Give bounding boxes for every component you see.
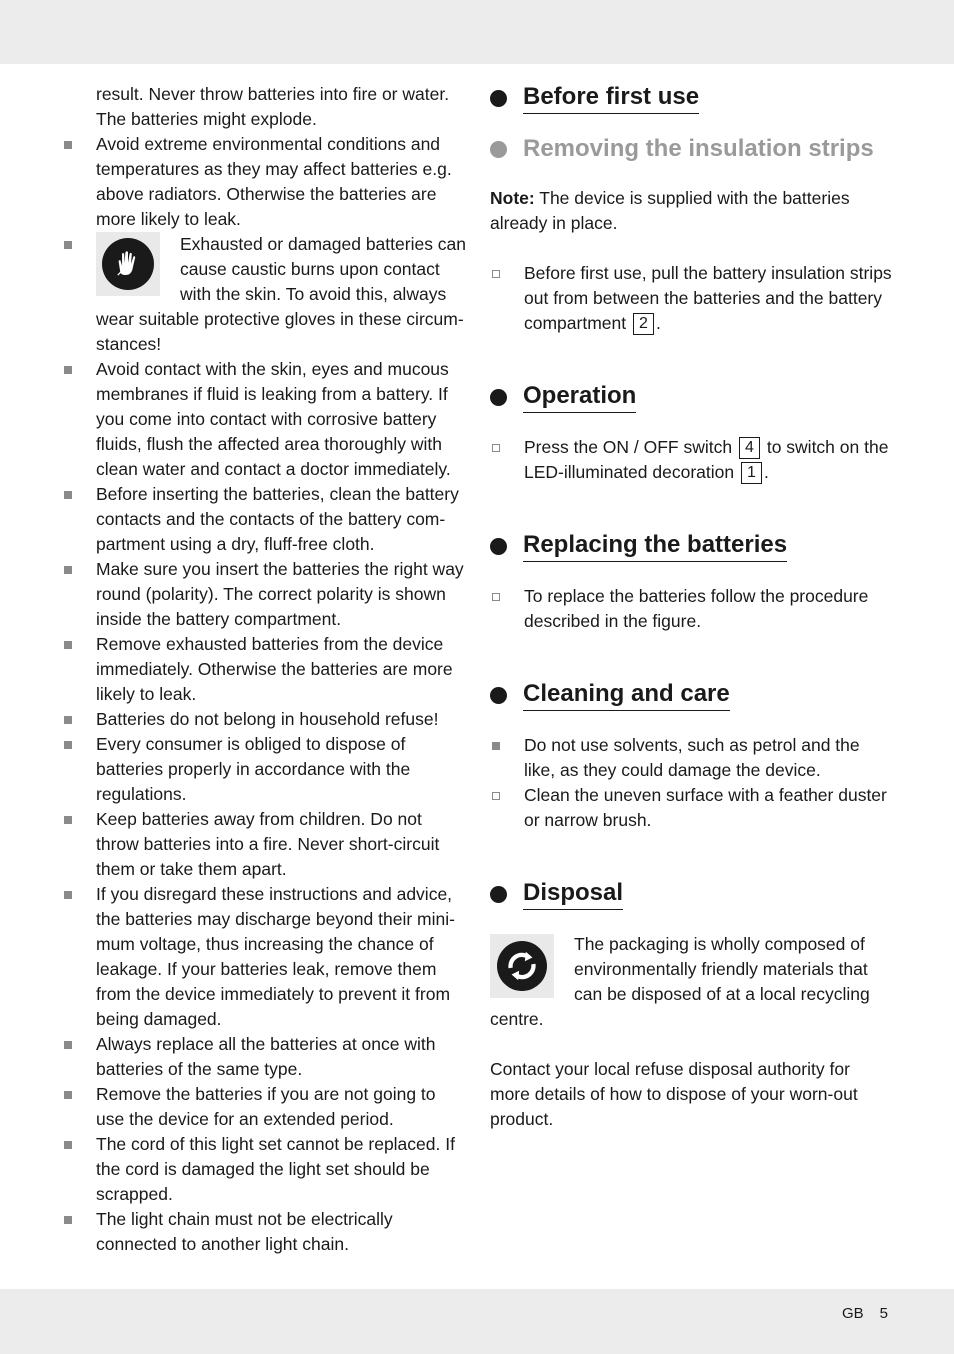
square-bullet-icon bbox=[64, 891, 72, 899]
list-item bbox=[62, 1207, 468, 1257]
recycling-icon bbox=[490, 934, 554, 998]
square-bullet-icon bbox=[64, 141, 72, 149]
intro-continuation: result. Never throw batteries into fire or water. The batteries might explode. bbox=[96, 84, 450, 129]
page-number: 5 bbox=[879, 1305, 888, 1322]
figure-ref-1: 1 bbox=[741, 462, 762, 484]
list-item-text: If you disregard these instructions and advice, the batteries may discharge beyond their mini-mum voltage, thus increasing the chance of leakage. If your batteries leak, remove them from the device immediately to prevent it from being damaged. bbox=[96, 884, 455, 1029]
heading-replacing-batteries: Replacing the batteries bbox=[490, 530, 892, 562]
list-item bbox=[62, 1032, 468, 1082]
list-item bbox=[62, 482, 468, 557]
heading-operation: Operation bbox=[490, 381, 892, 413]
page-footer bbox=[842, 1305, 888, 1322]
header-band bbox=[0, 0, 954, 64]
square-bullet-icon bbox=[64, 716, 72, 724]
heading-dot-icon bbox=[490, 538, 507, 555]
list-item: Press the ON / OFF switch 4 to switch on the LED-illuminated decoration 1 . bbox=[490, 435, 892, 485]
figure-ref-4: 4 bbox=[739, 437, 760, 459]
list-item bbox=[62, 707, 468, 732]
list-item-text: Avoid extreme environmental conditions and temperatures as they may affect batteries e.g. above radiators. Otherwise the batteries are more likely to leak. bbox=[96, 134, 452, 229]
left-column bbox=[62, 82, 468, 1257]
square-bullet-icon bbox=[64, 641, 72, 649]
heading-dot-icon bbox=[490, 141, 507, 158]
list-item bbox=[62, 132, 468, 232]
hollow-square-bullet-icon bbox=[492, 593, 500, 601]
square-bullet-icon bbox=[64, 1041, 72, 1049]
list-item-text: Avoid contact with the skin, eyes and mucous membranes if fluid is leaking from a battery. If you come into contact with corrosive battery fluids, flush the affected area thoroughly with clean water and contact a doctor immediately. bbox=[96, 359, 451, 479]
figure-ref-2: 2 bbox=[633, 313, 654, 335]
heading-disposal: Disposal bbox=[490, 878, 892, 910]
list-item: Before first use, pull the battery insulation strips out from between the batteries and the battery compartment 2 . bbox=[490, 261, 892, 336]
heading-dot-icon bbox=[490, 389, 507, 406]
list-item-text: Keep batteries away from children. Do not throw batteries into a fire. Never short-circuit them or take them apart. bbox=[96, 809, 440, 879]
list-item bbox=[62, 632, 468, 707]
list-item: Clean the uneven surface with a feather duster or narrow brush. bbox=[490, 783, 892, 833]
square-bullet-icon bbox=[64, 1216, 72, 1224]
square-bullet-icon bbox=[492, 742, 500, 750]
square-bullet-icon bbox=[64, 1091, 72, 1099]
heading-cleaning-and-care: Cleaning and care bbox=[490, 679, 892, 711]
list-item bbox=[62, 807, 468, 882]
list-item-text: The light chain must not be electrically connected to another light chain. bbox=[96, 1209, 393, 1254]
square-bullet-icon bbox=[64, 566, 72, 574]
list-item: To replace the batteries follow the procedure described in the figure. bbox=[490, 584, 892, 634]
list-item bbox=[62, 357, 468, 482]
list-item bbox=[62, 882, 468, 1032]
square-bullet-icon bbox=[64, 1141, 72, 1149]
square-bullet-icon bbox=[64, 366, 72, 374]
protective-gloves-icon bbox=[96, 232, 160, 296]
heading-dot-icon bbox=[490, 687, 507, 704]
gloves-warning-item bbox=[62, 232, 468, 357]
list-item bbox=[62, 1082, 468, 1132]
footer-band bbox=[0, 1289, 954, 1354]
gloves-warning-text: Exhausted or damaged batteries can cause caustic burns upon contact with the skin. To avoid this, always wear suitable protective gloves in these circum-stances! bbox=[96, 234, 467, 354]
packaging-block bbox=[490, 932, 892, 1032]
hollow-square-bullet-icon bbox=[492, 792, 500, 800]
list-item-text: The cord of this light set cannot be replaced. If the cord is damaged the light set should be scrapped. bbox=[96, 1134, 455, 1204]
contact-text: Contact your local refuse disposal authority for more details of how to dispose of your worn-out product. bbox=[490, 1059, 858, 1129]
list-item-text: Remove exhausted batteries from the device immediately. Otherwise the batteries are more likely to leak. bbox=[96, 634, 453, 704]
note-paragraph: Note: The device is supplied with the batteries already in place. bbox=[490, 188, 850, 233]
list-item bbox=[62, 732, 468, 807]
heading-removing-insulation-strips: Removing the insulation strips bbox=[490, 134, 892, 165]
square-bullet-icon bbox=[64, 491, 72, 499]
footer-language: GB bbox=[841, 1305, 864, 1322]
square-bullet-icon bbox=[64, 741, 72, 749]
right-column bbox=[490, 82, 892, 1132]
square-bullet-icon bbox=[64, 241, 72, 249]
list-item: Do not use solvents, such as petrol and the like, as they could damage the device. bbox=[490, 733, 892, 783]
square-bullet-icon bbox=[64, 816, 72, 824]
heading-dot-icon bbox=[490, 90, 507, 107]
heading-dot-icon bbox=[490, 886, 507, 903]
heading-before-first-use: Before first use bbox=[490, 82, 892, 114]
list-item bbox=[62, 557, 468, 632]
packaging-text: The packaging is wholly composed of environmentally friendly materials that can be disposed of at a local recycling centre. bbox=[490, 934, 870, 1029]
hollow-square-bullet-icon bbox=[492, 444, 500, 452]
list-item-text: Always replace all the batteries at once with batteries of the same type. bbox=[96, 1034, 436, 1079]
list-item-text: Remove the batteries if you are not going to use the device for an extended period. bbox=[96, 1084, 436, 1129]
hollow-square-bullet-icon bbox=[492, 270, 500, 278]
list-item-text: Before inserting the batteries, clean the battery contacts and the contacts of the battery com-partment using a dry, fluff-free cloth. bbox=[96, 484, 459, 554]
list-item-text: Make sure you insert the batteries the right way round (polarity). The correct polarity is shown inside the battery compartment. bbox=[96, 559, 464, 629]
list-item-text: Batteries do not belong in household refuse! bbox=[96, 709, 439, 729]
list-item-text: Every consumer is obliged to dispose of batteries properly in accordance with the regulations. bbox=[96, 734, 411, 804]
list-item bbox=[62, 1132, 468, 1207]
